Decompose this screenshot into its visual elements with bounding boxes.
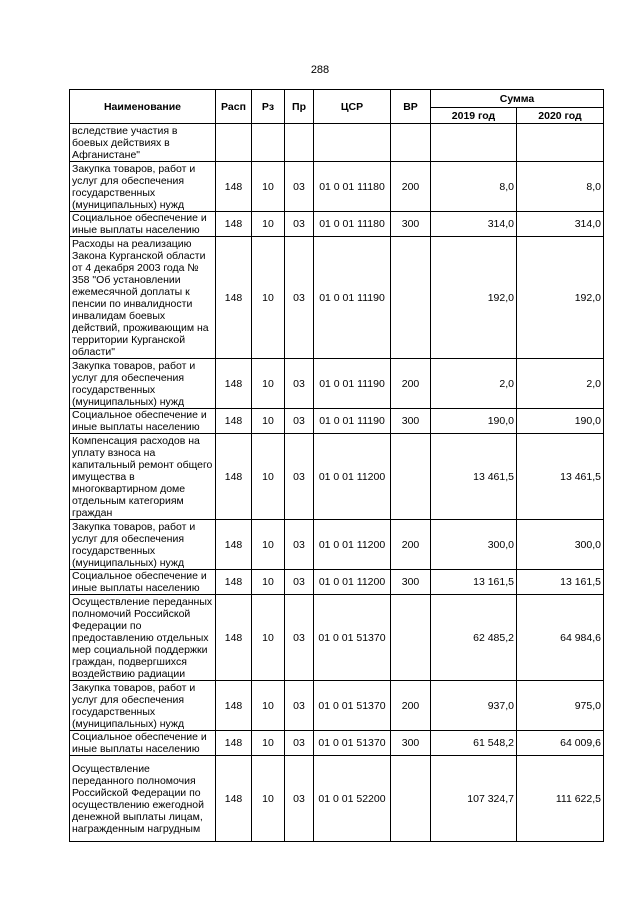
cell-amount-2019: 13 161,5: [431, 570, 517, 595]
cell-rz: 10: [252, 409, 285, 434]
cell-pr: 03: [285, 237, 314, 359]
table-row: [70, 237, 604, 359]
cell-name: Закупка товаров, работ и услуг для обеспечения государственных (муниципальных) нужд: [70, 162, 216, 212]
cell-amount-2020: 192,0: [517, 237, 604, 359]
page-number: 288: [310, 64, 330, 76]
cell-name: Закупка товаров, работ и услуг для обеспечения государственных (муниципальных) нужд: [70, 520, 216, 570]
table-row: [70, 409, 604, 434]
cell-amount-2020: 64 009,6: [517, 731, 604, 756]
cell-amount-2020: 190,0: [517, 409, 604, 434]
cell-vr: 200: [391, 681, 431, 731]
cell-csr: 01 0 01 11180: [314, 212, 391, 237]
cell-amount-2019: 190,0: [431, 409, 517, 434]
cell-vr: 300: [391, 570, 431, 595]
cell-pr: 03: [285, 212, 314, 237]
col-header-name: Наименование: [70, 90, 216, 124]
cell-name: Осуществление переданных полномочий Российской Федерации по предоставлению отдельных мер социальной поддержки граждан, подвергшихся воздействию радиации: [70, 595, 216, 681]
cell-rz: 10: [252, 756, 285, 842]
col-header-year-2019: 2019 год: [431, 108, 517, 124]
cell-name: Расходы на реализацию Закона Курганской области от 4 декабря 2003 года № 358 "Об установлении ежемесячной доплаты к пенсии по инвалидности инвалидам боевых действий, проживающим на территории Курганской области": [70, 237, 216, 359]
cell-amount-2019: 13 461,5: [431, 434, 517, 520]
table-row: [70, 212, 604, 237]
cell-pr: 03: [285, 520, 314, 570]
cell-rz: 10: [252, 359, 285, 409]
col-header-vr: ВР: [391, 90, 431, 124]
cell-rz: 10: [252, 237, 285, 359]
cell-rz: 10: [252, 681, 285, 731]
cell-amount-2019: 61 548,2: [431, 731, 517, 756]
cell-rasp: 148: [216, 681, 252, 731]
cell-rasp: 148: [216, 162, 252, 212]
cell-name: Компенсация расходов на уплату взноса на капитальный ремонт общего имущества в многоквартирном доме отдельным категориям граждан: [70, 434, 216, 520]
budget-table: [69, 89, 604, 842]
cell-vr: [391, 237, 431, 359]
cell-rz: 10: [252, 520, 285, 570]
cell-amount-2019: 937,0: [431, 681, 517, 731]
cell-csr: 01 0 01 11200: [314, 520, 391, 570]
cell-rasp: 148: [216, 409, 252, 434]
cell-rasp: 148: [216, 359, 252, 409]
cell-name: Закупка товаров, работ и услуг для обеспечения государственных (муниципальных) нужд: [70, 359, 216, 409]
cell-vr: 300: [391, 731, 431, 756]
table-row: [70, 124, 604, 162]
cell-rasp: 148: [216, 520, 252, 570]
cell-amount-2020: 2,0: [517, 359, 604, 409]
cell-amount-2020: 111 622,5: [517, 756, 604, 842]
cell-pr: 03: [285, 434, 314, 520]
cell-rasp: 148: [216, 731, 252, 756]
cell-csr: 01 0 01 11190: [314, 409, 391, 434]
cell-amount-2020: 64 984,6: [517, 595, 604, 681]
cell-pr: 03: [285, 681, 314, 731]
cell-amount-2020: 13 461,5: [517, 434, 604, 520]
cell-name: Социальное обеспечение и иные выплаты населению: [70, 731, 216, 756]
cell-name: Социальное обеспечение и иные выплаты населению: [70, 212, 216, 237]
cell-rz: 10: [252, 434, 285, 520]
table-row: [70, 434, 604, 520]
col-header-year-2020: 2020 год: [517, 108, 604, 124]
cell-amount-2019: 8,0: [431, 162, 517, 212]
table-row: [70, 359, 604, 409]
cell-csr: 01 0 01 11190: [314, 237, 391, 359]
cell-rz: [252, 124, 285, 162]
cell-pr: 03: [285, 162, 314, 212]
cell-amount-2019: 107 324,7: [431, 756, 517, 842]
cell-csr: 01 0 01 11180: [314, 162, 391, 212]
cell-amount-2019: 300,0: [431, 520, 517, 570]
col-header-csr: ЦСР: [314, 90, 391, 124]
cell-amount-2020: 975,0: [517, 681, 604, 731]
cell-amount-2020: 8,0: [517, 162, 604, 212]
cell-csr: 01 0 01 51370: [314, 681, 391, 731]
cell-amount-2019: 62 485,2: [431, 595, 517, 681]
cell-rz: 10: [252, 570, 285, 595]
cell-csr: 01 0 01 11190: [314, 359, 391, 409]
cell-vr: 200: [391, 359, 431, 409]
col-header-rz: Рз: [252, 90, 285, 124]
cell-vr: [391, 756, 431, 842]
cell-rasp: [216, 124, 252, 162]
cell-csr: 01 0 01 52200: [314, 756, 391, 842]
cell-amount-2020: [517, 124, 604, 162]
table-row: [70, 731, 604, 756]
col-header-sum: Сумма: [431, 90, 604, 108]
cell-vr: [391, 595, 431, 681]
cell-amount-2019: 314,0: [431, 212, 517, 237]
header-row-top: [70, 90, 604, 108]
cell-amount-2020: 314,0: [517, 212, 604, 237]
cell-amount-2019: [431, 124, 517, 162]
cell-rz: 10: [252, 162, 285, 212]
cell-name: Осуществление переданного полномочия Российской Федерации по осуществлению ежегодной денежной выплаты лицам, награжденным нагрудным: [70, 756, 216, 842]
cell-pr: 03: [285, 756, 314, 842]
cell-rz: 10: [252, 731, 285, 756]
cell-name: Социальное обеспечение и иные выплаты населению: [70, 409, 216, 434]
cell-rz: 10: [252, 212, 285, 237]
cell-vr: 300: [391, 409, 431, 434]
cell-name: Закупка товаров, работ и услуг для обеспечения государственных (муниципальных) нужд: [70, 681, 216, 731]
cell-pr: 03: [285, 731, 314, 756]
table-body: [70, 124, 604, 842]
cell-rasp: 148: [216, 756, 252, 842]
cell-pr: [285, 124, 314, 162]
cell-vr: 300: [391, 212, 431, 237]
cell-rasp: 148: [216, 212, 252, 237]
table-row: [70, 162, 604, 212]
table-row: [70, 520, 604, 570]
cell-vr: [391, 124, 431, 162]
col-header-pr: Пр: [285, 90, 314, 124]
cell-rasp: 148: [216, 570, 252, 595]
cell-rasp: 148: [216, 237, 252, 359]
cell-amount-2019: 2,0: [431, 359, 517, 409]
cell-csr: 01 0 01 51370: [314, 731, 391, 756]
cell-csr: [314, 124, 391, 162]
cell-amount-2020: 13 161,5: [517, 570, 604, 595]
cell-csr: 01 0 01 11200: [314, 570, 391, 595]
cell-rasp: 148: [216, 434, 252, 520]
cell-vr: [391, 434, 431, 520]
cell-csr: 01 0 01 11200: [314, 434, 391, 520]
table-row: [70, 756, 604, 842]
cell-pr: 03: [285, 359, 314, 409]
table-row: [70, 570, 604, 595]
cell-rz: 10: [252, 595, 285, 681]
cell-vr: 200: [391, 520, 431, 570]
col-header-rasp: Расп: [216, 90, 252, 124]
cell-pr: 03: [285, 409, 314, 434]
cell-name: Социальное обеспечение и иные выплаты населению: [70, 570, 216, 595]
cell-amount-2020: 300,0: [517, 520, 604, 570]
table-row: [70, 681, 604, 731]
table-row: [70, 595, 604, 681]
cell-amount-2019: 192,0: [431, 237, 517, 359]
cell-name: вследствие участия в боевых действиях в Афганистане": [70, 124, 216, 162]
cell-pr: 03: [285, 570, 314, 595]
cell-vr: 200: [391, 162, 431, 212]
cell-rasp: 148: [216, 595, 252, 681]
cell-pr: 03: [285, 595, 314, 681]
cell-csr: 01 0 01 51370: [314, 595, 391, 681]
